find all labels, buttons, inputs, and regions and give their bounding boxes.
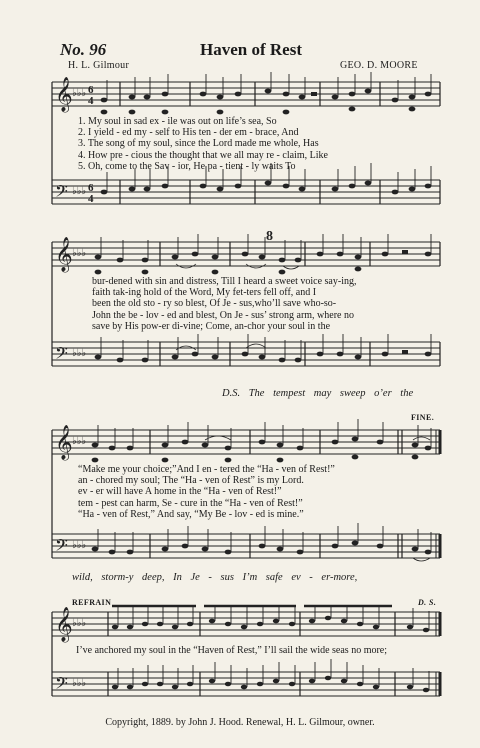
fine-label: FINE. [411, 413, 435, 422]
svg-text:𝄞: 𝄞 [55, 425, 73, 460]
svg-text:♭♭♭: ♭♭♭ [72, 186, 87, 197]
lyric-line: bur-dened with sin and distress, Till I heard a sweet voice say-ing, [92, 276, 357, 287]
lyric-line: an - chored my soul; The “Ha - ven of Rest” is my Lord. [78, 475, 304, 487]
hymn-number-label: No. [60, 40, 86, 59]
lyric-line: “Make me your choice;”And I en - tered the “Ha - ven of Rest!” [78, 464, 335, 475]
ds-lyric-line-2: wild, storm-y deep, In Je - sus I’m safe ev - er-more, [72, 572, 358, 583]
refrain-label: REFRAIN [72, 598, 112, 607]
refrain-lyric-line: I’ve anchored my soul in the “Haven of Rest,” I’ll sail the wide seas no more; [76, 645, 388, 656]
lyric-line: tem - pest can harm, Se - cure in the “Ha - ven of Rest!” [78, 497, 303, 509]
svg-text:♭♭♭: ♭♭♭ [72, 540, 87, 551]
svg-text:♭♭♭: ♭♭♭ [72, 88, 87, 99]
svg-text:𝄢: 𝄢 [55, 673, 68, 697]
lyrics-block-3 [78, 464, 335, 520]
svg-text:𝄞: 𝄞 [55, 237, 73, 272]
svg-text:8: 8 [266, 229, 273, 244]
svg-text:6: 6 [88, 182, 94, 194]
lyric-line: 1. My soul in sad ex - ile was out on life’s sea, So [78, 116, 277, 127]
hymn-number [60, 40, 106, 60]
copyright-notice: Copyright, 1889. by John J. Hood. Renewal, H. L. Gilmour, owner. [105, 717, 375, 728]
lyric-line: John the be - lov - ed and blest, On Je - sus’ strong arm, where no [92, 309, 354, 321]
lyric-line: save by His pow-er di-vine; Come, an-chor your soul in the [92, 320, 331, 332]
composer: GEO. D. MOORE [340, 60, 418, 71]
lyric-line: 5. Oh, come to the Sav - ior, He pa - tient - ly waits To [78, 160, 296, 172]
svg-text:6: 6 [88, 84, 94, 96]
lyric-line: 2. I yield - ed my - self to His ten - der em - brace, And [78, 127, 299, 139]
svg-text:𝄞: 𝄞 [55, 607, 73, 642]
lyric-line: 3. The song of my soul, since the Lord made me whole, Has [78, 138, 319, 150]
lyrics-block-2 [92, 276, 356, 332]
svg-text:𝄢: 𝄢 [55, 535, 68, 559]
ds-lyric-line-1: D.S. The tempest may sweep o’er the [222, 388, 414, 399]
svg-text:4: 4 [88, 95, 94, 107]
ds-marker: D. S. [418, 598, 437, 607]
lyric-line: 4. How pre - cious the thought that we all may re - claim, Like [78, 149, 328, 161]
lyric-line: been the old sto - ry so blest, Of Je - sus,who’ll save who-so- [92, 298, 337, 310]
svg-text:♭♭♭: ♭♭♭ [72, 618, 87, 629]
lyric-line: “Ha - ven of Rest,” And say, “My Be - lov - ed is mine.” [78, 508, 304, 520]
lyric-line: faith tak-ing hold of the Word, My fet-ters fell off, and I [92, 287, 317, 299]
svg-text:𝄢: 𝄢 [55, 343, 68, 367]
lyrics-block-1 [78, 116, 328, 172]
lyric-line: ev - er will have A home in the “Ha - ven of Rest!” [78, 486, 282, 498]
hymn-number-value: 96 [89, 40, 107, 59]
svg-text:♭♭♭: ♭♭♭ [72, 678, 87, 689]
svg-text:𝄢: 𝄢 [55, 181, 68, 205]
svg-text:♭♭♭: ♭♭♭ [72, 248, 87, 259]
lyricist: H. L. Gilmour [68, 60, 130, 71]
svg-text:4: 4 [88, 193, 94, 205]
svg-text:𝄞: 𝄞 [55, 77, 73, 112]
svg-text:♭♭♭: ♭♭♭ [72, 436, 87, 447]
svg-text:♭♭♭: ♭♭♭ [72, 348, 87, 359]
hymn-title: Haven of Rest [200, 40, 302, 59]
